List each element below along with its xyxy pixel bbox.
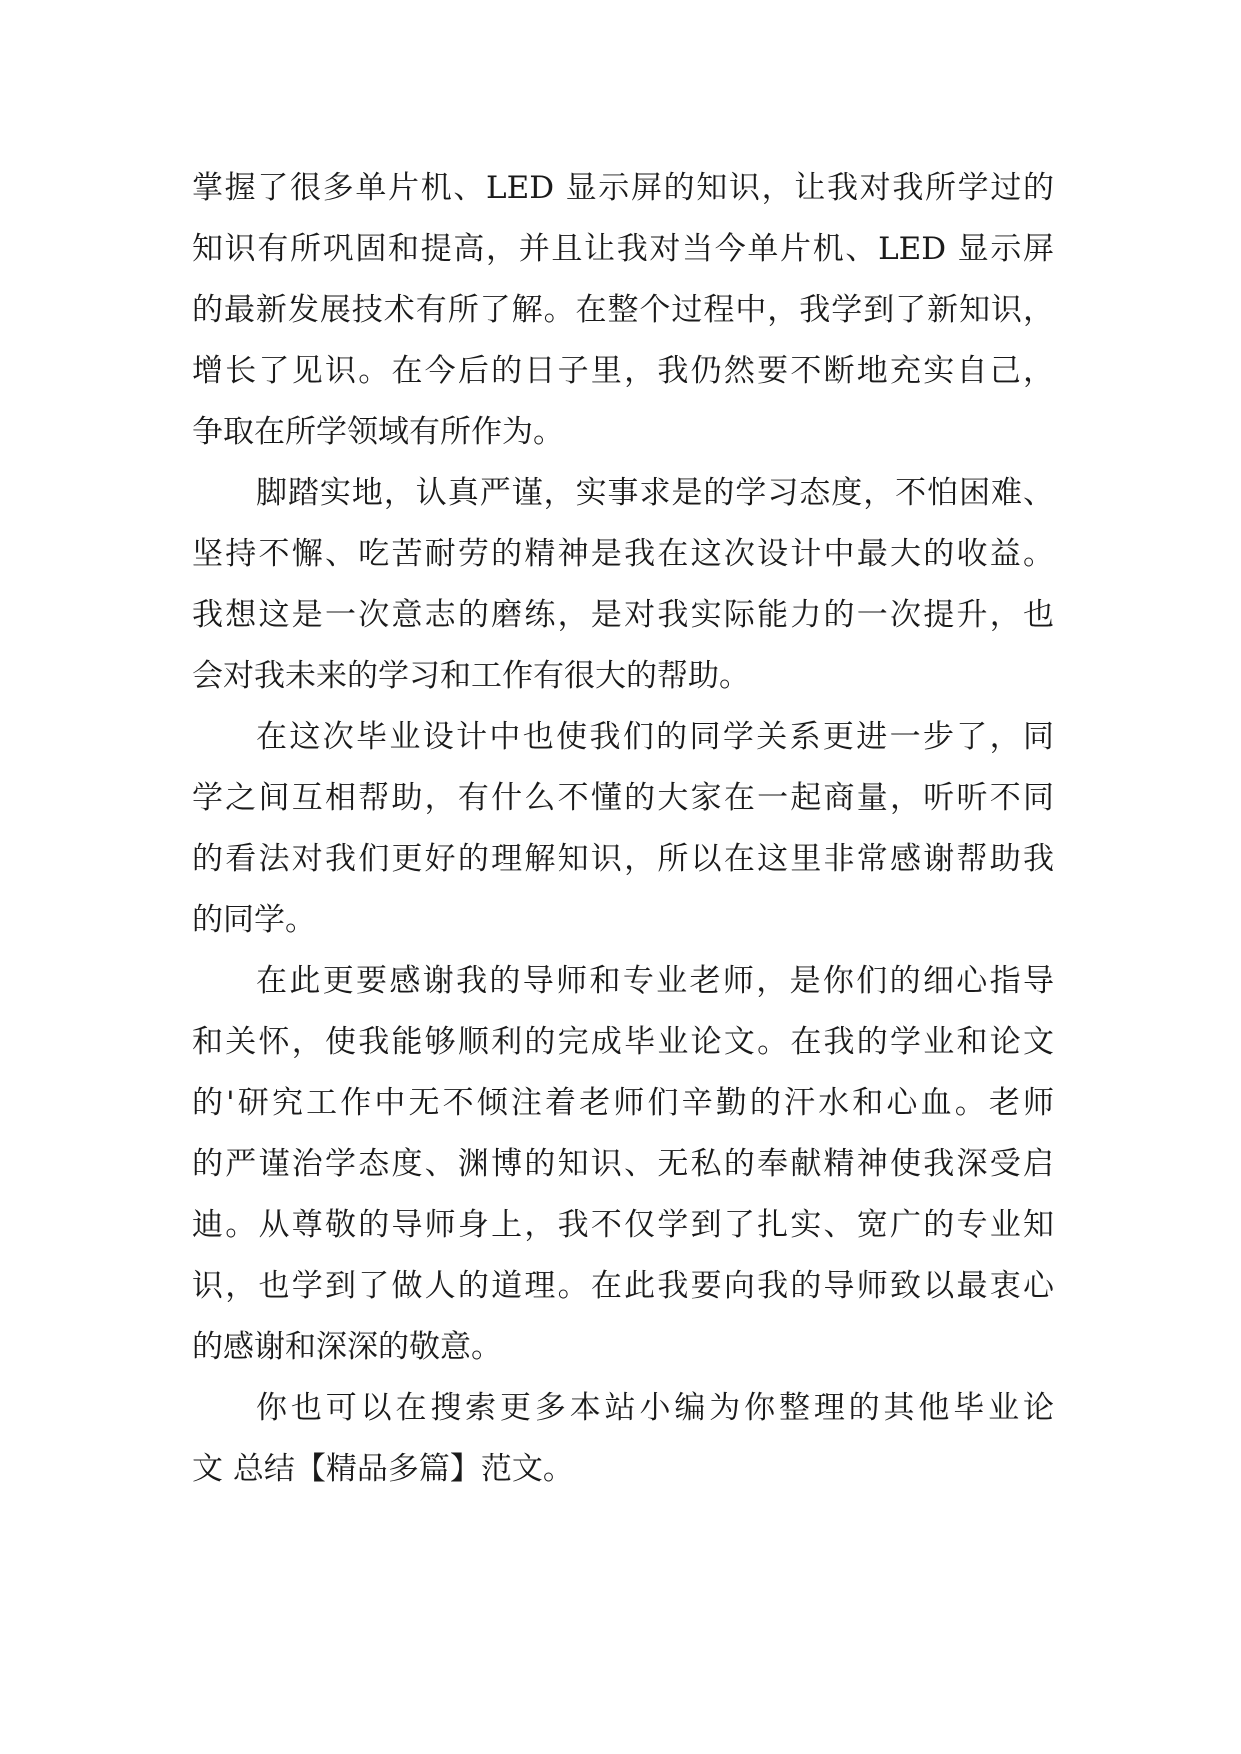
text-line: 的同学。 [192,902,316,938]
paragraph-3 [192,707,1054,951]
text-line: 文 总结【精品多篇】范文。 [192,1451,574,1487]
text-line: 识，也学到了做人的道理。在此我要向我的导师致以最衷心 [192,1268,1054,1304]
text-line: 知识有所巩固和提高，并且让我对当今单片机、LED 显示屏 [192,231,1054,267]
text-line: 的最新发展技术有所了解。在整个过程中，我学到了新知识， [192,292,1054,328]
text-line: 的严谨治学态度、渊博的知识、无私的奉献精神使我深受启 [192,1146,1054,1182]
text-line: 我想这是一次意志的磨练，是对我实际能力的一次提升，也 [192,597,1054,633]
paragraph-4 [192,951,1054,1378]
text-line: 的'研究工作中无不倾注着老师们辛勤的汗水和心血。老师 [192,1085,1054,1121]
text-line: 坚持不懈、吃苦耐劳的精神是我在这次设计中最大的收益。 [192,536,1054,572]
text-line: 在此更要感谢我的导师和专业老师，是你们的细心指导 [256,963,1054,999]
text-line: 迪。从尊敬的导师身上，我不仅学到了扎实、宽广的专业知 [192,1207,1054,1243]
text-line: 会对我未来的学习和工作有很大的帮助。 [192,658,750,694]
text-line: 的看法对我们更好的理解知识，所以在这里非常感谢帮助我 [192,841,1054,877]
text-line: 脚踏实地，认真严谨，实事求是的学习态度，不怕困难、 [256,475,1054,511]
paragraph-2 [192,463,1054,707]
text-line: 增长了见识。在今后的日子里，我仍然要不断地充实自己， [192,353,1054,389]
text-line: 和关怀，使我能够顺利的完成毕业论文。在我的学业和论文 [192,1024,1054,1060]
text-line: 掌握了很多单片机、LED 显示屏的知识，让我对我所学过的 [192,170,1054,206]
paragraph-5 [192,1378,1054,1500]
text-line: 争取在所学领域有所作为。 [192,414,564,450]
text-line: 的感谢和深深的敬意。 [192,1329,502,1365]
text-line: 学之间互相帮助，有什么不懂的大家在一起商量，听听不同 [192,780,1054,816]
paragraph-1 [192,158,1054,463]
text-line: 你也可以在搜索更多本站小编为你整理的其他毕业论 [256,1390,1054,1426]
document-page [192,158,1054,1500]
text-line: 在这次毕业设计中也使我们的同学关系更进一步了，同 [256,719,1054,755]
